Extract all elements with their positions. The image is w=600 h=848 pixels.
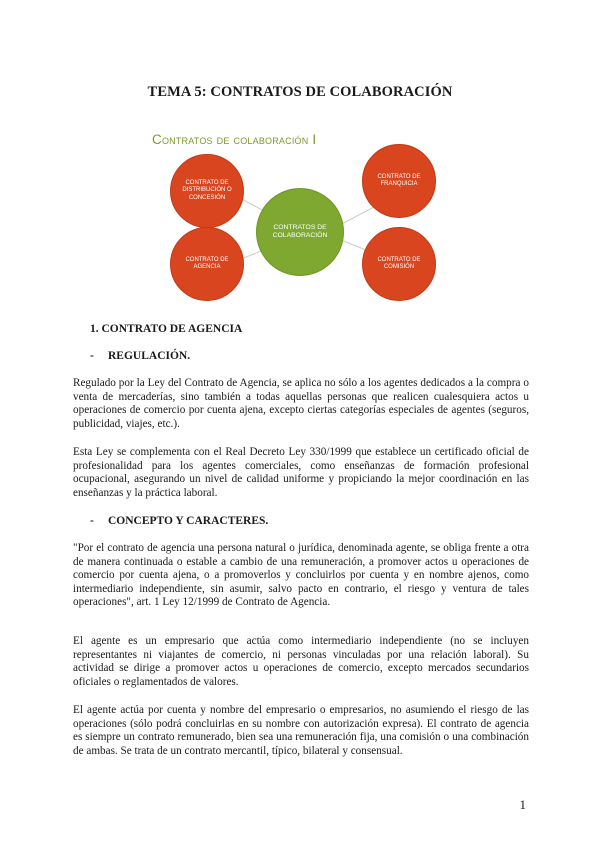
node-commission-label: CONTRATO DE COMISIÓN (377, 256, 421, 270)
node-commission-contract (362, 227, 436, 301)
subheading-regulacion (90, 350, 190, 362)
paragraph-4: El agente es un empresario que actúa como intermediario independiente (no se incluyen representantes ni viajantes de comercio, ni personas vinculadas por una relación laboral). Su actividad se dirige a promover actos u operaciones de comercio, excepto mercados secundarios oficiales o reglamentados de valores. (73, 635, 529, 688)
page-title: TEMA 5: CONTRATOS DE COLABORACIÓN (147, 84, 453, 100)
node-franchise-label: CONTRATO DE FRANQUICIA (377, 173, 421, 187)
paragraph-3: "Por el contrato de agencia una persona natural o jurídica, denominada agente, se obliga frente a otra de manera continuada o estable a cambio de una remuneración, a promover actos u operaciones de comercio por cuenta ajena, o a promoverlos y concluirlos por cuenta y en nombre ajenos, como intermediario independiente, sin asumir, salvo pacto en contrario, el riesgo y ventura de tales operaciones", art. 1 Ley 12/1999 de Contrato de Agencia. (73, 542, 529, 609)
section-heading-agency: 1. CONTRATO DE AGENCIA (90, 323, 243, 335)
dash-marker: - (90, 350, 94, 362)
paragraph-2: Esta Ley se complementa con el Real Decreto Ley 330/1999 que establece un certificado oficial de profesionalidad para los agentes comerciales, como enseñanzas de formación profesional ocupacional, asegurando un nivel de calidad uniforme y propiciando la mejor coordinación en las enseñanzas y la práctica laboral. (73, 446, 529, 499)
node-franchise-contract (362, 144, 436, 218)
node-agency-label: CONTRATO DE AGENCIA (185, 256, 229, 270)
node-center-collaboration (256, 188, 344, 276)
node-distribution-label: CONTRATO DE DISTRIBUCIÓN O CONCESIÓN (182, 179, 232, 201)
paragraph-1: Regulado por la Ley del Contrato de Agencia, se aplica no sólo a los agentes dedicados a la compra o venta de mercaderías, sino también a todas aquellas personas que realicen cualesquiera actos u operaciones de comercio por cuenta ajena, excepto ciertas categorías especiales de agentes (seguros, publicidad, viajes, etc.). (73, 377, 529, 430)
subheading-regulacion-text: REGULACIÓN. (108, 350, 191, 362)
subheading-concepto-text: CONCEPTO Y CARACTERES. (108, 515, 269, 527)
node-center-label: CONTRATOS DE COLABORACIÓN (272, 223, 328, 239)
dash-marker: - (90, 515, 94, 527)
node-agency-contract (170, 227, 244, 301)
subheading-concepto (90, 515, 268, 527)
page-number: 1 (519, 797, 526, 812)
collaboration-contracts-diagram (140, 124, 460, 309)
paragraph-5: El agente actúa por cuenta y nombre del empresario o empresarios, no asumiendo el riesgo de las operaciones (sólo podrá concluirlas en su nombre con autorización expresa). El contrato de agencia es siempre un contrato remunerado, bien sea una remuneración fija, una comisión o una combinación de ambas. Se trata de un contrato mercantil, típico, bilateral y consensual. (73, 704, 529, 757)
node-distribution-contract (170, 154, 244, 228)
diagram-title: Contratos de colaboración I (152, 132, 317, 147)
